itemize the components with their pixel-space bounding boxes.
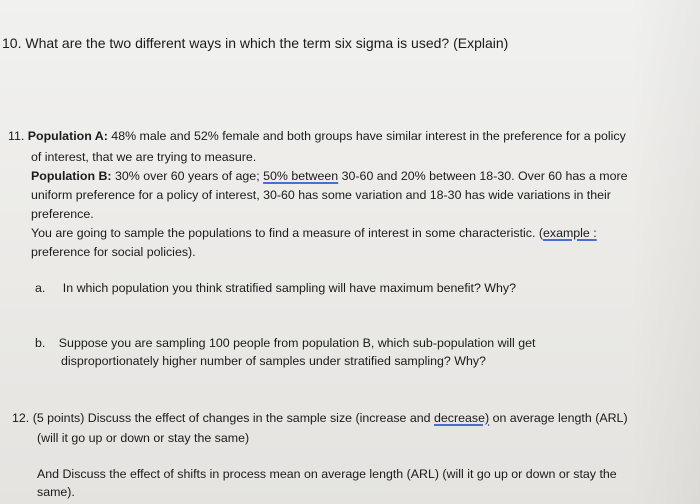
question-12-text-1: (5 points) Discuss the effect of changes in the sample size (increase and <box>32 411 431 425</box>
population-b-underlined: 50% between <box>263 169 339 183</box>
question-10 <box>2 35 508 51</box>
population-a-text: 48% male and 52% female and both groups have similar interest in the preference for a policy <box>111 129 626 143</box>
question-11-line-2: of interest, that we are trying to measure. <box>31 150 257 164</box>
question-12-number: 12. <box>12 411 30 425</box>
population-b-label: Population B: <box>31 169 112 183</box>
question-12-underlined: decrease) <box>434 411 490 425</box>
question-11a <box>35 280 516 296</box>
question-12-line-1 <box>12 410 628 426</box>
question-11-line-1 <box>8 128 626 144</box>
question-12-line-2: (will it go up or down or stay the same) <box>37 431 250 445</box>
question-11b-line-2: disproportionately higher number of samples under stratified sampling? Why? <box>61 354 486 368</box>
question-11-line-7: preference for social policies). <box>31 245 196 259</box>
question-11-line-6-text: You are going to sample the populations to find a measure of interest in some characteristic. ( <box>31 226 543 240</box>
population-a-label: Population A: <box>27 129 108 143</box>
question-11-line-6 <box>31 225 597 241</box>
question-11-number: 11. <box>8 129 25 143</box>
page-shadow <box>630 0 700 504</box>
question-12-text-2: on average length (ARL) <box>492 411 628 425</box>
question-11-line-5: preference. <box>31 207 94 221</box>
question-11-line-3 <box>31 168 628 184</box>
question-11-line-4: uniform preference for a policy of interest, 30-60 has some variation and 18-30 has wide variations in their <box>31 188 611 202</box>
question-12-line-3: And Discuss the effect of shifts in process mean on average length (ARL) (will it go up or down or stay the <box>37 467 617 481</box>
question-10-text: What are the two different ways in which the term six sigma is used? (Explain) <box>25 35 509 51</box>
population-b-text-1: 30% over 60 years of age; <box>114 169 260 183</box>
question-11b-label: b. <box>35 336 46 350</box>
question-11a-text: In which population you think stratified sampling will have maximum benefit? Why? <box>62 281 516 295</box>
question-11b-text-1: Suppose you are sampling 100 people from population B, which sub-population will get <box>58 336 536 350</box>
question-12-line-4: same). <box>37 485 75 499</box>
question-11-example-underlined: example : <box>542 226 597 240</box>
question-11a-label: a. <box>35 281 46 295</box>
question-10-number: 10. <box>2 35 22 51</box>
population-b-text-2: 30-60 and 20% between 18-30. Over 60 has a more <box>341 169 628 183</box>
question-11b-line-1 <box>35 335 535 351</box>
